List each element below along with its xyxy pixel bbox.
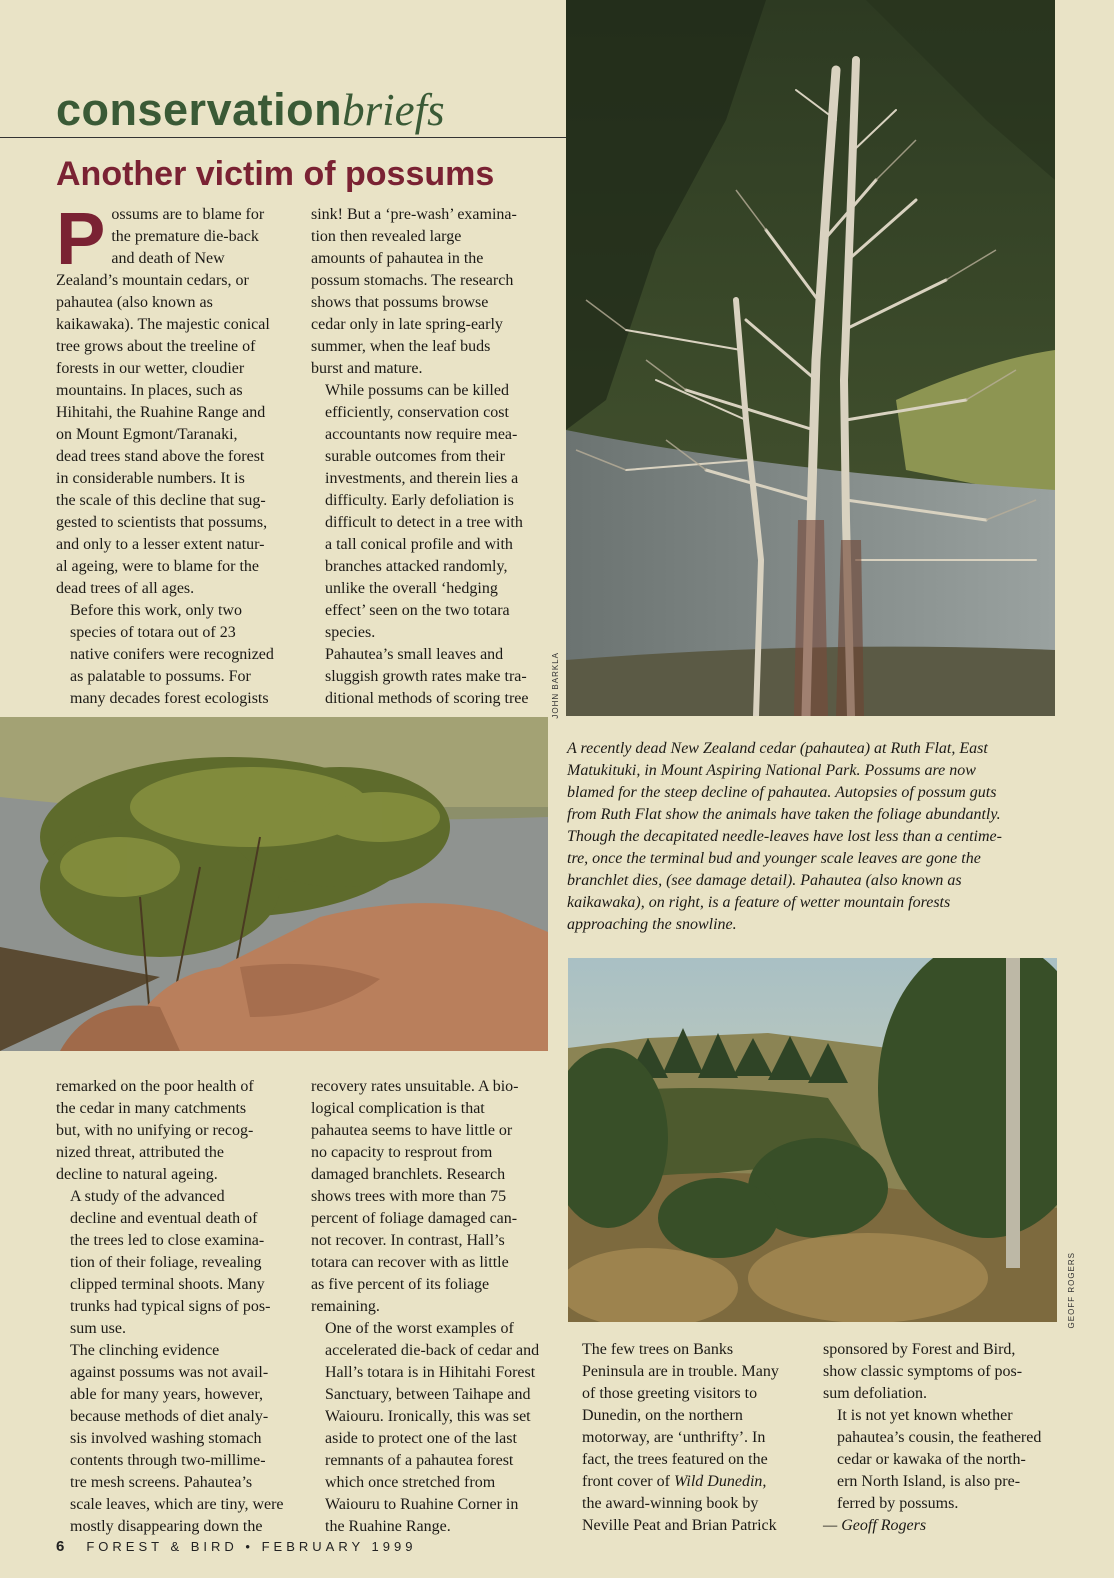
text-line: cedar only in late spring-early xyxy=(311,316,503,333)
text-line: but, with no unifying or recog- xyxy=(56,1122,254,1139)
text-line: Neville Peat and Brian Patrick xyxy=(582,1517,777,1534)
text-line: The clinching evidence xyxy=(70,1342,220,1359)
text-line: pahautea’s cousin, the feathered xyxy=(837,1429,1042,1446)
text-line: percent of foliage damaged can- xyxy=(311,1210,518,1227)
text-line: as palatable to possums. For xyxy=(70,668,251,685)
text-line: Zealand’s mountain cedars, or xyxy=(56,272,249,289)
caption-line: kaikawaka), on right, is a feature of wetter mountain forests xyxy=(567,894,951,911)
text-line: summer, when the leaf buds xyxy=(311,338,491,355)
text-line: Sanctuary, between Taihape and xyxy=(325,1386,531,1403)
photo-caption xyxy=(567,738,1037,936)
text-line: ferred by possums. xyxy=(837,1495,959,1512)
section-title-italic: briefs xyxy=(342,85,445,135)
byline: — Geoff Rogers xyxy=(823,1517,927,1534)
text-line: branches attacked randomly, xyxy=(325,558,508,575)
text-line: efficiently, conservation cost xyxy=(325,404,509,421)
text-line: possum stomachs. The research xyxy=(311,272,514,289)
text-line: sponsored by Forest and Bird, xyxy=(823,1341,1016,1358)
section-title xyxy=(56,84,445,136)
caption-line: Matukituki, in Mount Aspiring National Park. Possums are now xyxy=(567,762,976,779)
paragraph xyxy=(568,1339,806,1537)
column-3-bottom xyxy=(568,1339,806,1537)
text-line: Before this work, only two xyxy=(70,602,242,619)
text-line: contents through two-millime- xyxy=(70,1452,266,1469)
text-line: species of totara out of 23 xyxy=(70,624,236,641)
text-line: decline to natural ageing. xyxy=(56,1166,218,1183)
text-line: aside to protect one of the last xyxy=(325,1430,517,1447)
text-line: A study of the advanced xyxy=(70,1188,225,1205)
text-line: show classic symptoms of pos- xyxy=(823,1363,1023,1380)
text-line: kaikawaka). The majestic conical xyxy=(56,316,270,333)
text-line: in considerable numbers. It is xyxy=(56,470,245,487)
paragraph xyxy=(823,1339,1061,1405)
text-line: the cedar in many catchments xyxy=(56,1100,247,1117)
text-line: Dunedin, on the northern xyxy=(582,1407,743,1424)
text-line: Pahautea’s small leaves and xyxy=(325,646,504,663)
text-line: many decades forest ecologists xyxy=(70,690,269,707)
text-line: fact, the trees featured on the xyxy=(582,1451,768,1468)
pahautea-forest-image xyxy=(568,958,1057,1322)
text-line: effect’ seen on the two totara xyxy=(325,602,510,619)
text-line: One of the worst examples of xyxy=(325,1320,514,1337)
text-line: dead trees of all ages. xyxy=(56,580,195,597)
text-line: ern North Island, is also pre- xyxy=(837,1473,1021,1490)
book-title: Wild Dunedin, xyxy=(673,1473,767,1490)
text-line: able for many years, however, xyxy=(70,1386,264,1403)
text-line: the premature die-back xyxy=(111,228,259,245)
text-line: of those greeting visitors to xyxy=(582,1385,758,1402)
text-line: tre mesh screens. Pahautea’s xyxy=(70,1474,253,1491)
headline: Another victim of possums xyxy=(56,155,495,193)
caption-line: branchlet dies, (see damage detail). Pahautea (also known as xyxy=(567,872,962,889)
text-line: the Ruahine Range. xyxy=(325,1518,451,1535)
mountain-forest-photo xyxy=(568,958,1057,1322)
paragraph xyxy=(56,1340,294,1538)
text-line: pahautea seems to have little or xyxy=(311,1122,513,1139)
paragraph xyxy=(56,600,294,710)
text-line xyxy=(568,1471,806,1493)
drop-cap: P xyxy=(56,197,106,280)
page-number: 6 xyxy=(56,1538,65,1555)
caption-line: approaching the snowline. xyxy=(567,916,737,933)
caption-line: A recently dead New Zealand cedar (pahautea) at Ruth Flat, East xyxy=(567,740,988,757)
text-line: remnants of a pahautea forest xyxy=(325,1452,514,1469)
text-line: ditional methods of scoring tree xyxy=(325,690,529,707)
text-line: remarked on the poor health of xyxy=(56,1078,254,1095)
paragraph xyxy=(56,1076,294,1186)
text-line: which once stretched from xyxy=(325,1474,496,1491)
text-line: Peninsula are in trouble. Many xyxy=(582,1363,779,1380)
text-line: logical complication is that xyxy=(311,1100,485,1117)
page-footer xyxy=(56,1538,416,1555)
paragraph xyxy=(311,1076,549,1318)
text-line: tree grows about the treeline of xyxy=(56,338,256,355)
photo-credit-bottom: GEOFF ROGERS xyxy=(1067,1252,1076,1329)
text-line: sluggish growth rates make tra- xyxy=(325,668,527,685)
damaged-foliage-photo xyxy=(0,717,548,1051)
text-line: The few trees on Banks xyxy=(582,1341,734,1358)
text-line: forests in our wetter, cloudier xyxy=(56,360,245,377)
column-1-top xyxy=(56,197,294,710)
caption-line: tre, once the terminal bud and younger scale leaves are gone the xyxy=(567,850,981,867)
text-line: decline and eventual death of xyxy=(70,1210,258,1227)
dead-cedar-photo xyxy=(566,0,1055,716)
text-line: cedar or kawaka of the north- xyxy=(837,1451,1026,1468)
text-line: species. xyxy=(325,624,376,641)
text-line: no capacity to resprout from xyxy=(311,1144,493,1161)
text-line: tion of their foliage, revealing xyxy=(70,1254,262,1271)
text-line: burst and mature. xyxy=(311,360,423,377)
line-text: front cover of xyxy=(582,1473,674,1490)
text-line: unlike the overall ‘hedging xyxy=(325,580,498,597)
paragraph xyxy=(311,1318,549,1538)
footer-separator: • xyxy=(245,1539,254,1554)
text-line: Hihitahi, the Ruahine Range and xyxy=(56,404,266,421)
text-line: a tall conical profile and with xyxy=(325,536,513,553)
text-line: While possums can be killed xyxy=(325,382,509,399)
text-line: dead trees stand above the forest xyxy=(56,448,265,465)
text-line: trunks had typical signs of pos- xyxy=(70,1298,271,1315)
magazine-name: FOREST & BIRD xyxy=(86,1539,238,1554)
text-line: recovery rates unsuitable. A bio- xyxy=(311,1078,519,1095)
text-line: totara can recover with as little xyxy=(311,1254,509,1271)
text-line: remaining. xyxy=(311,1298,380,1315)
text-line: amounts of pahautea in the xyxy=(311,250,484,267)
column-1-bottom xyxy=(56,1076,294,1538)
text-line: gested to scientists that possums, xyxy=(56,514,268,531)
text-line: mostly disappearing down the xyxy=(70,1518,263,1535)
text-line: surable outcomes from their xyxy=(325,448,505,465)
paragraph xyxy=(56,197,294,600)
foliage-in-hand-image xyxy=(0,717,548,1051)
header-rule xyxy=(0,137,566,138)
text-line: on Mount Egmont/Taranaki, xyxy=(56,426,238,443)
text-line: against possums was not avail- xyxy=(70,1364,269,1381)
paragraph xyxy=(56,1186,294,1340)
text-line: scale leaves, which are tiny, were xyxy=(70,1496,284,1513)
text-line: Waiouru to Ruahine Corner in xyxy=(325,1496,519,1513)
text-line: the award-winning book by xyxy=(582,1495,759,1512)
paragraph xyxy=(311,204,549,380)
column-2-bottom xyxy=(311,1076,549,1538)
caption-line: from Ruth Flat show the animals have taken the foliage abundantly. xyxy=(567,806,1001,823)
text-line: the trees led to close examina- xyxy=(70,1232,265,1249)
caption-line: Though the decapitated needle-leaves have lost less than a centime- xyxy=(567,828,1002,845)
text-line: difficult to detect in a tree with xyxy=(325,514,523,531)
section-title-bold: conservation xyxy=(56,84,343,135)
text-line: not recover. In contrast, Hall’s xyxy=(311,1232,505,1249)
text-line: because methods of diet analy- xyxy=(70,1408,269,1425)
text-line: nized threat, attributed the xyxy=(56,1144,224,1161)
dead-cedar-image xyxy=(566,0,1055,716)
text-line: Waiouru. Ironically, this was set xyxy=(325,1408,531,1425)
text-line: sink! But a ‘pre-wash’ examina- xyxy=(311,206,517,223)
text-line: shows that possums browse xyxy=(311,294,489,311)
paragraph xyxy=(823,1405,1061,1515)
text-line: as five percent of its foliage xyxy=(311,1276,490,1293)
text-line: investments, and therein lies a xyxy=(325,470,519,487)
text-line: and death of New xyxy=(111,250,225,267)
text-line: accountants now require mea- xyxy=(325,426,518,443)
column-2-top xyxy=(311,204,549,710)
text-line: difficulty. Early defoliation is xyxy=(325,492,514,509)
issue-date: FEBRUARY 1999 xyxy=(261,1539,417,1554)
text-line: accelerated die-back of cedar and xyxy=(325,1342,540,1359)
paragraph xyxy=(311,644,549,710)
text-line: motorway, are ‘unthrifty’. In xyxy=(582,1429,766,1446)
text-line: damaged branchlets. Research xyxy=(311,1166,506,1183)
text-line: sum use. xyxy=(70,1320,126,1337)
text-line: native conifers were recognized xyxy=(70,646,274,663)
photo-credit-top: JOHN BARKLA xyxy=(551,652,560,719)
text-line: tion then revealed large xyxy=(311,228,462,245)
text-line: shows trees with more than 75 xyxy=(311,1188,507,1205)
text-line: ossums are to blame for xyxy=(111,206,265,223)
column-4-bottom xyxy=(823,1339,1061,1537)
text-line: sis involved washing stomach xyxy=(70,1430,262,1447)
text-line: clipped terminal shoots. Many xyxy=(70,1276,265,1293)
text-line: mountains. In places, such as xyxy=(56,382,243,399)
text-line: It is not yet known whether xyxy=(837,1407,1013,1424)
text-line: and only to a lesser extent natur- xyxy=(56,536,265,553)
caption-line: blamed for the steep decline of pahautea. Autopsies of possum guts xyxy=(567,784,997,801)
text-line: the scale of this decline that sug- xyxy=(56,492,266,509)
text-line: Hall’s totara is in Hihitahi Forest xyxy=(325,1364,536,1381)
text-line: pahautea (also known as xyxy=(56,294,213,311)
paragraph xyxy=(311,380,549,644)
text-line: al ageing, were to blame for the xyxy=(56,558,260,575)
text-line: sum defoliation. xyxy=(823,1385,927,1402)
